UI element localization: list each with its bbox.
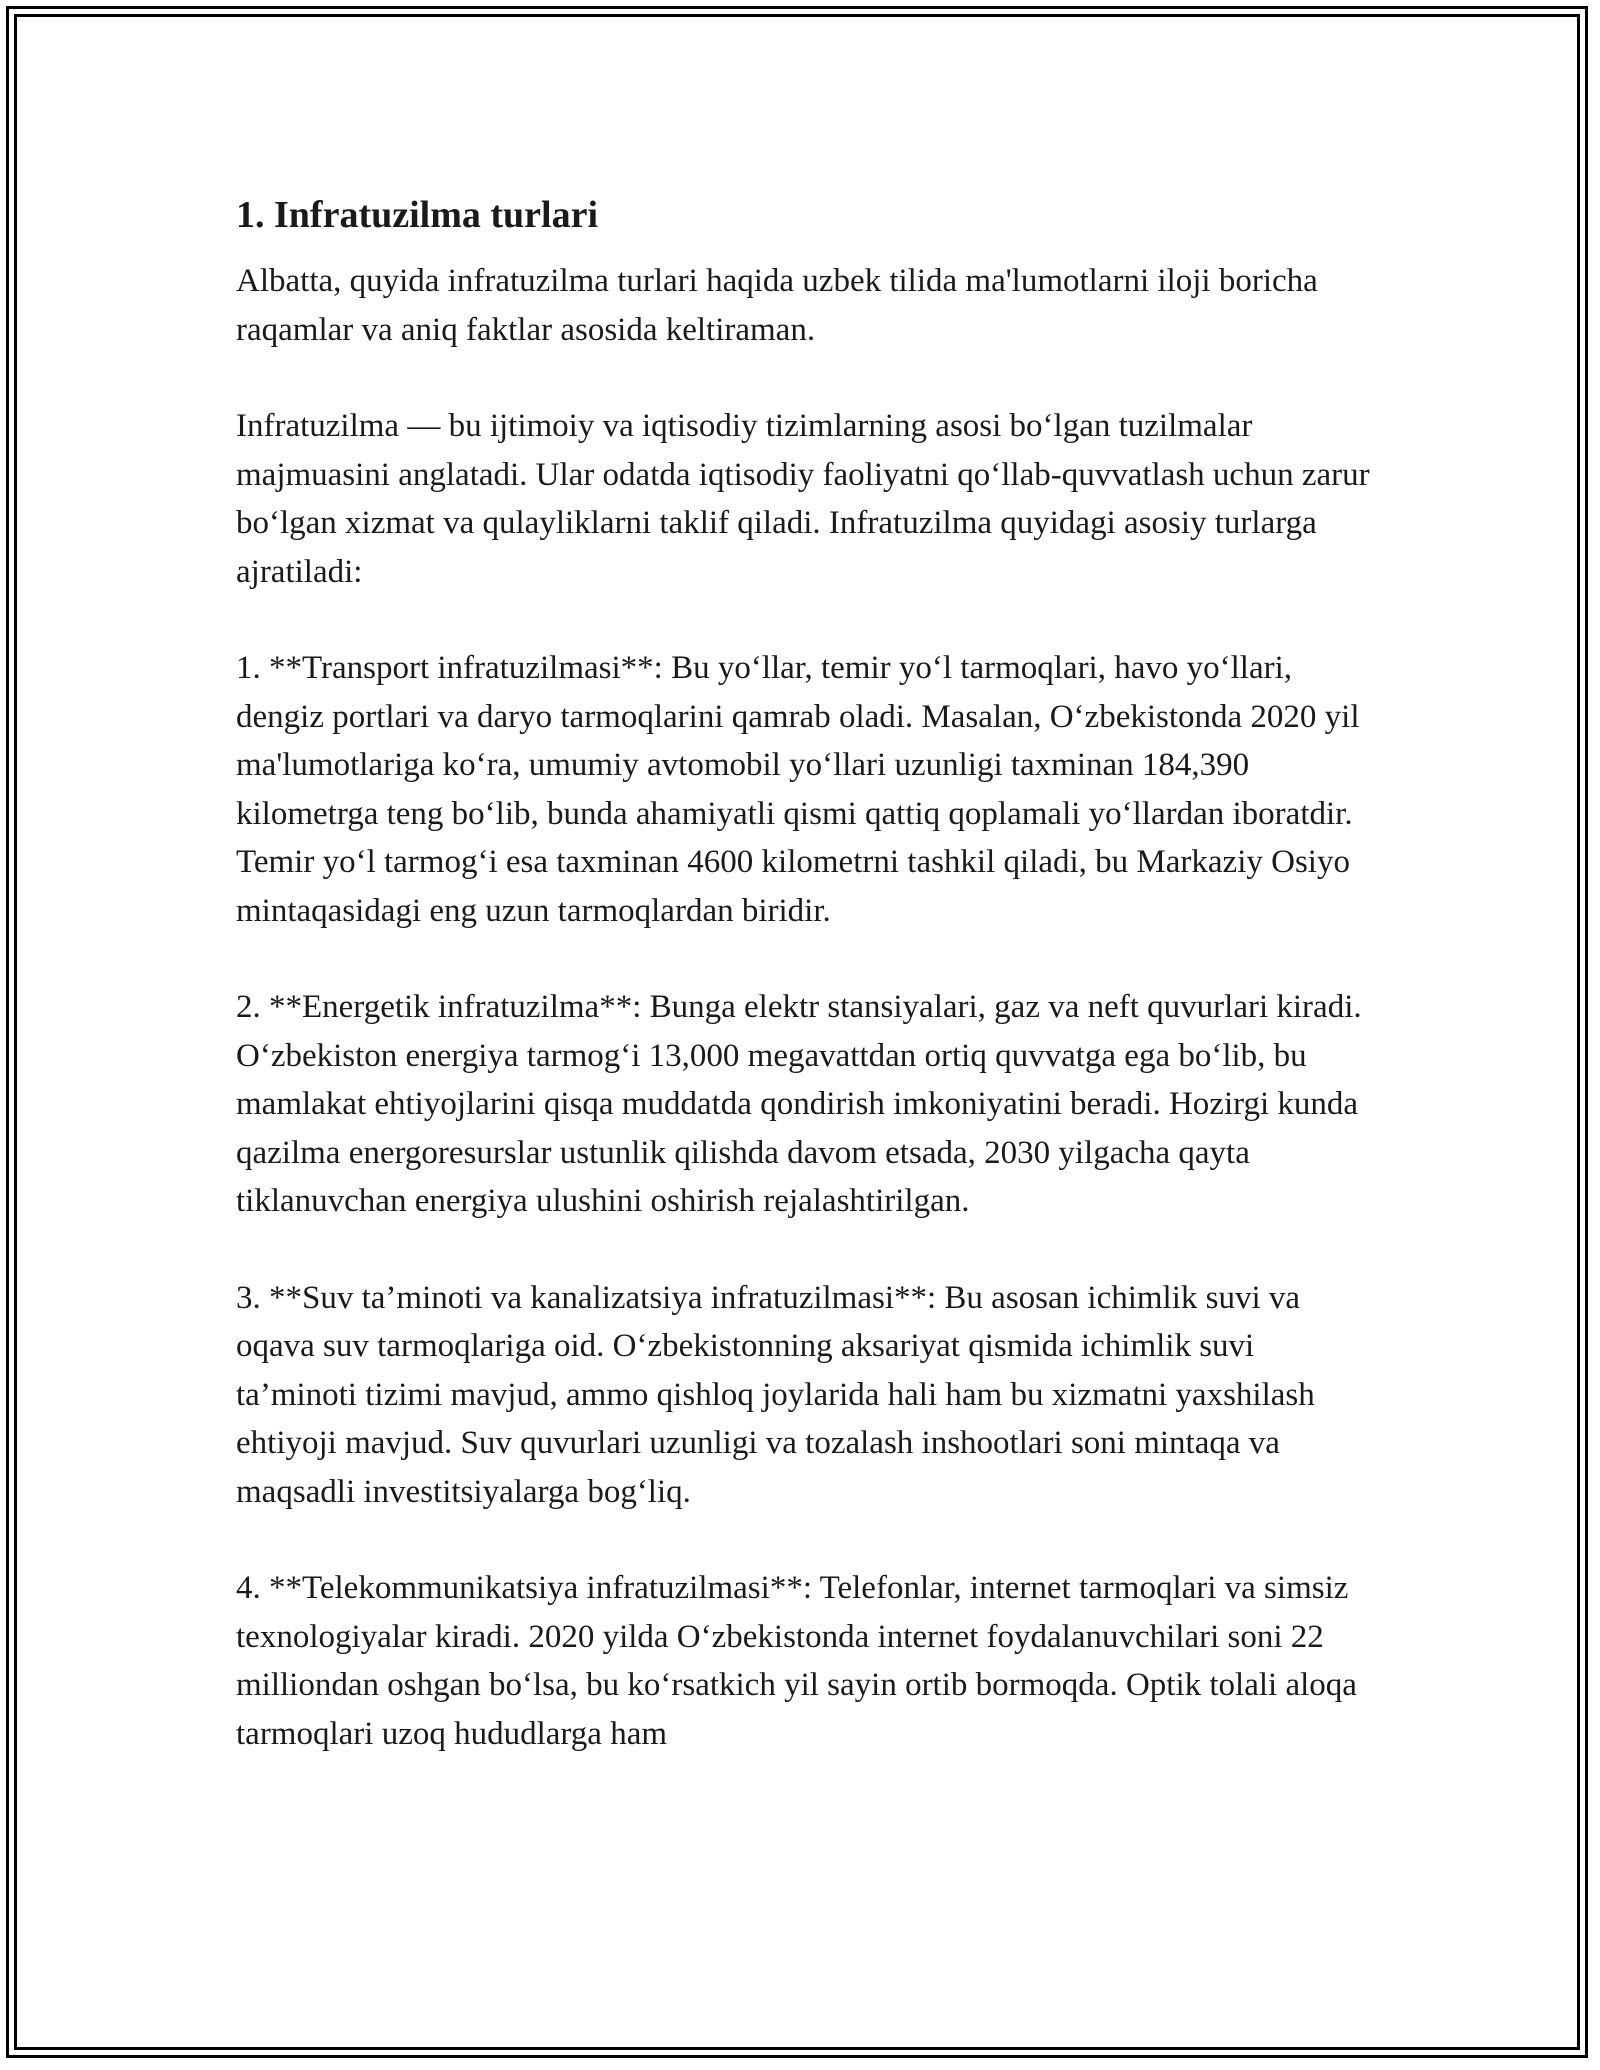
definition-paragraph: Infratuzilma — bu ijtimoiy va iqtisodiy tizimlarning asosi boʻlgan tuzilmalar majmuasini anglatadi. Ular odatda iqtisodiy faoliyatni qoʻllab-quvvatlash uchun zarur boʻlgan xizmat va qulayliklarni taklif qiladi. Infratuzilma quyidagi asosiy turlarga ajratiladi: <box>236 408 1370 590</box>
telecom-paragraph: 4. **Telekommunikatsiya infratuzilmasi**: Telefonlar, internet tarmoqlari va simsiz texnologiyalar kiradi. 2020 yilda Oʻzbekistonda internet foydalanuvchilari soni 22 milliondan oshgan boʻlsa, bu koʻrsatkich yil sayin ortib bormoqda. Optik tolali aloqa tarmoqlari uzoq hududlarga ham <box>236 1570 1357 1752</box>
water-paragraph: 3. **Suv ta’minoti va kanalizatsiya infratuzilmasi**: Bu asosan ichimlik suvi va oqava suv tarmoqlariga oid. Oʻzbekistonning aksariyat qismida ichimlik suvi ta’minoti tizimi mavjud, ammo qishloq joylarida hali ham bu xizmatni yaxshilash ehtiyoji mavjud. Suv quvurlari uzunligi va tozalash inshootlari soni mintaqa va maqsadli investitsiyalarga bogʻliq. <box>236 1279 1315 1510</box>
section-heading: 1. Infratuzilma turlari <box>236 194 599 236</box>
document-body <box>236 185 1376 1806</box>
intro-paragraph: Albatta, quyida infratuzilma turlari haqida uzbek tilida ma'lumotlarni iloji boricha raqamlar va aniq faktlar asosida keltiraman. <box>236 263 1318 348</box>
energy-paragraph: 2. **Energetik infratuzilma**: Bunga elektr stansiyalari, gaz va neft quvurlari kiradi. Oʻzbekiston energiya tarmogʻi 13,000 megavattdan ortiq quvvatga ega boʻlib, bu mamlakat ehtiyojlarini qisqa muddatda qondirish imkoniyatini beradi. Hozirgi kunda qazilma energoresurslar ustunlik qilishda davom etsada, 2030 yilgacha qayta tiklanuvchan energiya ulushini oshirish rejalashtirilgan. <box>236 989 1362 1219</box>
transport-paragraph: 1. **Transport infratuzilmasi**: Bu yoʻllar, temir yoʻl tarmoqlari, havo yoʻllari, dengiz portlari va daryo tarmoqlarini qamrab oladi. Masalan, Oʻzbekistonda 2020 yil ma'lumotlariga koʻra, umumiy avtomobil yoʻllari uzunligi taxminan 184,390 kilometrga teng boʻlib, bunda ahamiyatli qismi qattiq qoplamali yoʻllardan iboratdir. Temir yoʻl tarmogʻi esa taxminan 4600 kilometrni tashkil qiladi, bu Markaziy Osiyo mintaqasidagi eng uzun tarmoqlardan biridir. <box>236 650 1360 929</box>
